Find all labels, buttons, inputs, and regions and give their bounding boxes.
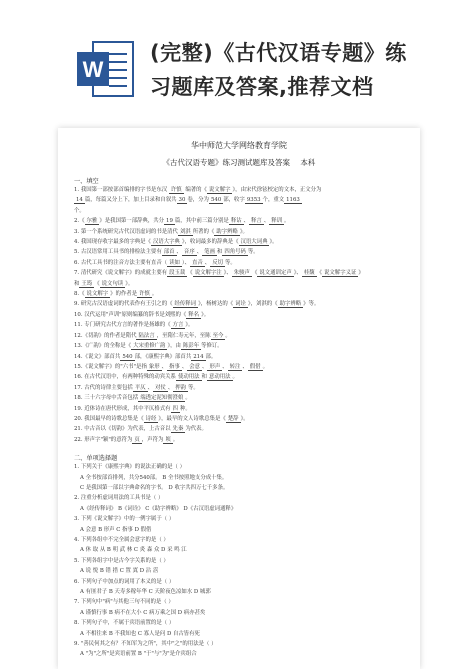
fill-in-question-line: 20. 我国最早的诗歌总集是《 诗经 》，最早的文人诗歌总集是《 楚辞 》。 <box>74 415 249 422</box>
choice-question-line: 4. 下列各组中不完全属会意字的是（ ） <box>74 537 169 543</box>
answer-blank: 转注 <box>229 363 241 370</box>
document-page-preview[interactable] <box>58 128 420 669</box>
answer-blank: 释言 <box>251 218 262 225</box>
answer-blank: 尔雅 <box>86 218 98 225</box>
fill-in-question-line: 个。 <box>74 207 85 214</box>
answer-blank: 象形 <box>148 363 160 370</box>
fill-in-question-line: 2.《 尔雅 》是我国第一部辞典，共分 19 篇，其中前三篇分别是 释诂 、 释言 、 释训 。 <box>74 218 290 225</box>
fill-in-question-line: 14.《说文》部首共 540 部，《康熙字典》部首共 214 部。 <box>74 353 217 360</box>
answer-blank: 四角号码 <box>224 249 246 256</box>
answer-blank: 说文解字 <box>86 291 109 298</box>
answer-blank: 指事 <box>169 363 180 370</box>
answer-blank: 直音 <box>192 259 203 266</box>
choice-question-line: 6. 下列句子中加点的词用了本义的是（ ） <box>74 578 175 585</box>
section-choice-heading: 二、单项选择题 <box>74 455 118 463</box>
answer-blank: 押韵 <box>175 384 187 391</box>
choice-question-line: A 休 取 从 B 明 武 林 C 炎 森 众 D 采 鸣 江 <box>80 547 187 554</box>
fill-in-question-line: 14 篇，每篇又分上下，加上目录和自叙共 30 卷，分为 540 部，收字 9353 个，重文 1163 <box>76 197 300 204</box>
fill-in-question-list <box>74 185 404 445</box>
choice-question-line: A 不相往来 B 不我知也 C 寡人是问 D 自古皆有死 <box>80 630 200 637</box>
answer-blank: 先秦 <box>172 426 184 433</box>
fill-in-question-line: 7. 清代研究《说文解字》的成就主要有 段玉裁 《 说文解字注 》、 朱骏声 《 说文通训定声 》、 桂馥 《 说文解字义证 》 <box>74 270 364 277</box>
fill-in-question-line: 16. 在古代汉语中，有两种特殊的动宾关系 使动用法 和 意动用法 。 <box>74 374 238 381</box>
choice-question-line: 1. 下列关于《康熙字典》的说法正确的是（ ） <box>74 464 185 471</box>
answer-blank: 释诂 <box>230 218 242 225</box>
answer-blank: 助字辨略 <box>279 301 302 308</box>
answer-blank: 对仗 <box>155 384 166 391</box>
answer-blank: 汉语大词典 <box>240 239 268 246</box>
answer-blank: 14 <box>76 197 83 204</box>
answer-blank: 朱骏声 <box>233 270 250 277</box>
answer-blank: 9353 <box>246 197 261 204</box>
fill-in-question-line: 12.《切韵》的作者是隋代 陆法言 ，至隋仁寿元年，至陈 至今 。 <box>74 332 231 339</box>
school-name: 华中师范大学网络教育学院 <box>191 141 287 150</box>
answer-blank: 词诠 <box>235 301 246 308</box>
answer-blank: 陈彭年 <box>182 343 200 350</box>
answer-blank: 刘淇 <box>179 228 191 235</box>
fill-in-question-line: 和 王筠 《 说文句读 》。 <box>74 280 134 287</box>
answer-blank: 214 <box>193 353 204 360</box>
fill-in-question-line: 17. 古代的诗律主要包括 平仄 、 对仗 、 押韵 等。 <box>74 384 199 391</box>
answer-blank: 说文通训定声 <box>259 270 292 277</box>
fill-in-question-line: 4. 我国现存收字最多的字典是《 汉语大字典 》，收词最多的辞典是《 汉语大词典 》。 <box>74 239 278 246</box>
answer-blank: 音序 <box>183 249 195 256</box>
answer-blank: 许慎 <box>170 187 182 193</box>
choice-question-line: 7. 下列句中"病"与其他三句不同的是（ ） <box>74 599 174 606</box>
answer-blank: 方言 <box>172 322 184 329</box>
choice-question-line: A 说 悦 B 错 措 C 置 寘 D 沾 霑 <box>80 568 159 575</box>
answer-blank: 假借 <box>249 363 261 370</box>
answer-blank: 许慎 <box>139 291 150 298</box>
answer-blank: 至今 <box>212 332 224 339</box>
title-line-1: (完整)《古代汉语专题》练 <box>150 41 407 65</box>
fill-in-question-line: 1. 我国第一部按部首编排的字书是东汉 许慎 编著的《 说文解字 》，由宋代徐铉校定的文本，正文分为 <box>74 187 322 193</box>
answer-blank: 形声 <box>209 363 221 370</box>
answer-blank: 王筠 <box>81 280 93 287</box>
answer-blank: 汉语大字典 <box>152 239 180 246</box>
fill-in-question-line: 15.《说文解字》的"六书"是指 象形 、 指事 、 会意 、 形声 、 转注 、 假借 。 <box>74 363 269 370</box>
fill-in-question-line: 19. 近体诗在唐代形成，其中平仄格式有 四 种。 <box>74 405 191 412</box>
title-line-2: 习题库及答案,推荐文档 <box>150 75 374 99</box>
choice-question-line: 2. 注重分析虚词用法的工具书是（ ） <box>74 495 164 502</box>
answer-blank: 540 <box>210 197 222 204</box>
answer-blank: 释训 <box>271 218 283 225</box>
answer-blank: 经传释词 <box>174 301 197 308</box>
answer-blank: 说文句读 <box>101 280 124 287</box>
choice-question-line: A 谨慎行事 B 病不在大小 C 病万乘之国 D 病亦甚矣 <box>80 609 206 616</box>
fill-in-question-line: 21. 中古音以《切韵》为代表，上古音以 先秦 为代表。 <box>74 426 207 433</box>
answer-blank: 1163 <box>286 197 300 204</box>
answer-blank: 顷 <box>165 436 171 443</box>
fill-in-question-line: 13.《广韵》的全称是《 大宋重修广韵 》，由 陈彭年 等修订。 <box>74 343 223 350</box>
answer-blank: 页 <box>134 436 140 443</box>
answer-blank: 部首 <box>163 249 175 256</box>
answer-blank: 段玉裁 <box>169 270 186 277</box>
fill-in-question-line: 22. 形声字"颖"的意符为 页 ，声符为 顷 。 <box>74 436 179 443</box>
choice-question-line: 3. 下列《说文解字》中的一例字属于（ ） <box>74 516 175 523</box>
answer-blank: 30 <box>178 197 186 204</box>
answer-blank: 说文解字 <box>208 187 231 193</box>
fill-in-question-line: 3. 第一个系统研究古代汉语虚词的书是清代 刘淇 所著的《 助字辨略 》。 <box>74 228 248 235</box>
answer-blank: 诗经 <box>145 415 157 422</box>
choice-question-line: A 会意 B 形声 C 指事 D 假借 <box>80 526 152 533</box>
answer-blank: 释名 <box>188 311 200 318</box>
answer-blank: 反切 <box>212 259 223 266</box>
choice-question-line: C 是我国第一部以字典命名的字书。 D 收字共四万七千多条。 <box>80 484 229 491</box>
answer-blank: 助字辨略 <box>216 228 238 235</box>
section-fill-in-heading: 一、填空 <box>74 178 99 185</box>
answer-blank: 端透定泥知彻澄娘 <box>140 395 184 402</box>
document-title <box>150 36 460 104</box>
choice-question-line: A 有匪君子 B 天寿多稼年华 C 天阶夜色凉如水 D 城郭 <box>80 589 211 596</box>
document-subtitle: 《古代汉语专题》练习测试题库及答案 本科 <box>162 158 316 167</box>
word-icon-letter: W <box>82 57 104 82</box>
fill-in-question-line: 6. 古代工具书的注音方法主要有直音（ 读如 ）、 直音 、 反切 等。 <box>74 259 236 266</box>
answer-blank: 说文解字注 <box>194 270 222 277</box>
answer-blank: 楚辞 <box>227 415 239 422</box>
answer-blank: 说文解字义证 <box>324 270 357 277</box>
answer-blank: 读如 <box>169 259 180 266</box>
answer-blank: 540 <box>122 353 133 360</box>
answer-blank: 会意 <box>189 363 201 370</box>
fill-in-question-line: 9. 研究古汉语虚词的代表作有王引之的《 经传释词 》，杨树达的《 词诠 》，刘淇的《 助字辨略 》等。 <box>74 301 320 308</box>
choice-question-line: 5. 下列各组字中是古今字关系的是（ ） <box>74 557 169 564</box>
choice-question-line: 8. 下列句子中，不属于宾语前置的是（ ） <box>74 620 175 627</box>
choice-question-line: A "为"之所"是宾语前置 B "于"与"为"是介宾组合 <box>80 651 197 658</box>
choice-question-line: A《经传释词》 B《词诠》 C《助字辨略》 D《古汉语虚词通释》 <box>80 505 237 512</box>
choice-question-list <box>74 462 404 660</box>
answer-blank: 使动用法 <box>177 374 200 381</box>
answer-blank: 陆法言 <box>138 332 155 339</box>
answer-blank: 四 <box>172 405 178 412</box>
fill-in-question-line: 8.《 说文解字 》的作者是 许慎 。 <box>74 291 158 298</box>
fill-in-question-line: 11. 专门研究古代方言的著作是扬雄的《 方言 》。 <box>74 322 194 329</box>
document-header <box>0 0 474 120</box>
word-document-icon <box>75 38 137 100</box>
choice-question-line: 9. "善民何其之有？不知军为之所"，其中"之"的用法是（ ） <box>74 641 217 648</box>
fill-in-question-line: 10. 汉代运用"声训"原则编纂的辞书是刘熙的《 释名 》。 <box>74 311 210 318</box>
fill-in-question-line: 18. 三十六字母中舌音包括 端透定泥知彻澄娘 。 <box>74 395 191 402</box>
choice-question-line: A 全书按部首排列，共分540部。 B 全书按照地支分成十集。 <box>80 474 228 481</box>
fill-in-question-line: 5. 古汉语常用工具书的排检法主要有 部首 、 音序 、 笔画 和 四角号码 等。 <box>74 249 259 256</box>
answer-blank: 大宋重修广韵 <box>133 343 166 350</box>
answer-blank: 笔画 <box>204 249 215 256</box>
answer-blank: 意动用法 <box>208 374 231 381</box>
answer-blank: 平仄 <box>134 384 146 391</box>
answer-blank: 桂馥 <box>303 270 315 277</box>
answer-blank: 19 <box>166 218 173 225</box>
